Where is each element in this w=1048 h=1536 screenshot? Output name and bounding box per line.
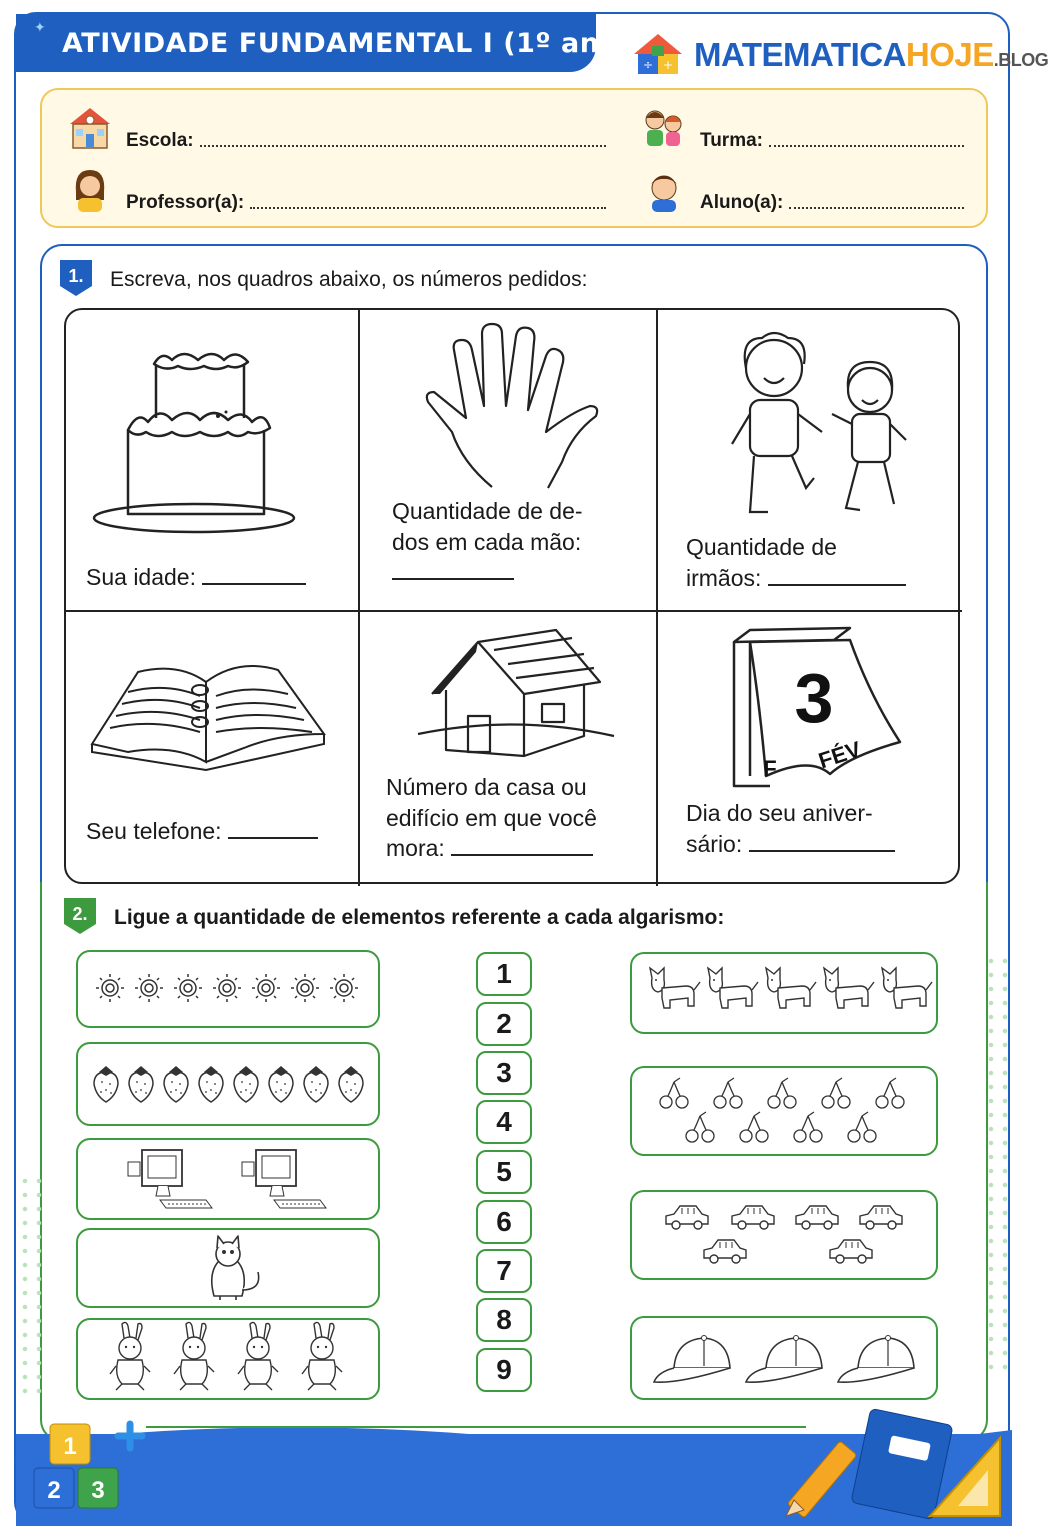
cake-icon: [88, 340, 300, 540]
siblings-blank[interactable]: [768, 584, 906, 586]
phone-blank[interactable]: [228, 837, 318, 839]
teacher-blank[interactable]: [250, 207, 606, 209]
brand-logo[interactable]: [630, 30, 1048, 80]
number-blocks-icon: [30, 1420, 150, 1524]
student-info-box: [40, 88, 988, 228]
notebook-icon: [851, 1408, 953, 1519]
group-caps[interactable]: [630, 1316, 938, 1400]
school-field[interactable]: [66, 104, 606, 152]
group-bunnies[interactable]: [76, 1318, 380, 1400]
cell-fingers[interactable]: [360, 310, 658, 612]
class-label: Turma:: [700, 130, 763, 151]
grade-text: (1º ano): [503, 28, 632, 59]
cell-house-caption: Número da casa ou edifício em que você mora:: [386, 774, 597, 862]
student-blank[interactable]: [789, 207, 964, 209]
student-icon: [640, 166, 688, 214]
svg-text:2.: 2.: [72, 904, 88, 924]
house-icon: [416, 624, 616, 764]
strawberry-icon: [78, 1044, 378, 1124]
question-1-badge: [58, 258, 94, 298]
number-7-box[interactable]: 7: [476, 1249, 532, 1293]
student-field[interactable]: [640, 166, 964, 214]
cherry-icon: [632, 1068, 936, 1154]
group-cars[interactable]: [630, 1190, 938, 1280]
svg-text:1.: 1.: [68, 266, 84, 286]
teacher-label: Professor(a):: [126, 192, 245, 213]
group-suns[interactable]: [76, 950, 380, 1028]
fingers-blank[interactable]: [392, 578, 514, 580]
svg-text:3: 3: [91, 1477, 105, 1504]
school-blank[interactable]: [200, 145, 606, 147]
number-8-box[interactable]: 8: [476, 1298, 532, 1342]
sun-icon: [78, 952, 378, 1026]
calendar-icon: [730, 626, 910, 796]
class-field[interactable]: [640, 104, 964, 152]
question-2-text: Ligue a quantidade de elementos referente a cada algarismo:: [114, 906, 725, 929]
number-9-box[interactable]: 9: [476, 1348, 532, 1392]
group-cherries[interactable]: [630, 1066, 938, 1156]
question-1-text: Escreva, nos quadros abaixo, os números pedidos:: [110, 268, 588, 291]
teacher-icon: [66, 166, 114, 214]
computer-icon: [78, 1140, 378, 1218]
cell-siblings[interactable]: [658, 310, 962, 612]
decor-dots-left: [18, 1174, 46, 1394]
cell-siblings-caption: Quantidade de irmãos:: [686, 532, 906, 593]
school-supplies-icon: [782, 1408, 1008, 1524]
question-1-grid: [64, 308, 960, 884]
group-computers[interactable]: [76, 1138, 380, 1220]
dog-icon: [632, 954, 936, 1032]
car-icon: [632, 1192, 936, 1278]
number-5-box[interactable]: 5: [476, 1150, 532, 1194]
brand-text-blog: .BLOG: [993, 50, 1048, 70]
svg-text:FÉV: FÉV: [815, 736, 864, 774]
school-label: Escola:: [126, 130, 194, 151]
svg-text:+: +: [662, 58, 674, 72]
svg-text:2: 2: [47, 1477, 61, 1504]
number-3-box[interactable]: 3: [476, 1051, 532, 1095]
sparkle-icon: ✦: [34, 20, 46, 36]
page-title: [62, 28, 631, 59]
cell-age-caption: Sua idade:: [86, 562, 306, 593]
title-text: ATIVIDADE FUNDAMENTAL I: [62, 28, 494, 59]
hand-icon: [422, 322, 602, 492]
kids-icon: [640, 104, 688, 152]
group-dogs[interactable]: [630, 952, 938, 1034]
svg-text:÷: ÷: [642, 58, 654, 72]
cap-icon: [632, 1318, 936, 1398]
school-icon: [66, 104, 114, 152]
cell-phone-caption: Seu telefone:: [86, 816, 318, 847]
house-blocks-icon: [630, 32, 686, 78]
number-4-box[interactable]: 4: [476, 1100, 532, 1144]
header-band: [16, 14, 632, 72]
age-blank[interactable]: [202, 583, 306, 585]
bunny-icon: [78, 1320, 378, 1398]
cell-phone[interactable]: [66, 612, 360, 886]
group-strawberries[interactable]: [76, 1042, 380, 1126]
number-6-box[interactable]: 6: [476, 1200, 532, 1244]
footer-divider: [146, 1426, 806, 1428]
svg-text:1: 1: [63, 1433, 77, 1460]
pencil-icon: [786, 1441, 857, 1518]
svg-text:F: F: [763, 756, 777, 781]
number-2-box[interactable]: 2: [476, 1002, 532, 1046]
children-icon: [722, 328, 922, 528]
student-label: Aluno(a):: [700, 192, 784, 213]
group-cat[interactable]: [76, 1228, 380, 1308]
cell-birthday-caption: Dia do seu aniver- sário:: [686, 798, 895, 859]
cat-icon: [78, 1230, 378, 1306]
cell-birthday[interactable]: [658, 612, 962, 886]
house-blank[interactable]: [451, 854, 593, 856]
decor-dots-right: [984, 954, 1012, 1374]
number-1-box[interactable]: 1: [476, 952, 532, 996]
brand-text-matematica: MATEMATICA: [694, 36, 906, 73]
cell-fingers-caption: Quantidade de de- dos em cada mão:: [392, 496, 583, 588]
worksheet-page: [14, 12, 1048, 1524]
cell-age[interactable]: [66, 310, 360, 612]
cell-house-number[interactable]: [360, 612, 658, 886]
open-book-icon: [88, 652, 328, 772]
question-2-badge: [62, 896, 98, 936]
class-blank[interactable]: [769, 145, 964, 147]
birthday-blank[interactable]: [749, 850, 895, 852]
teacher-field[interactable]: [66, 166, 606, 214]
brand-text-hoje: HOJE: [905, 36, 994, 73]
svg-text:3: 3: [794, 659, 834, 737]
